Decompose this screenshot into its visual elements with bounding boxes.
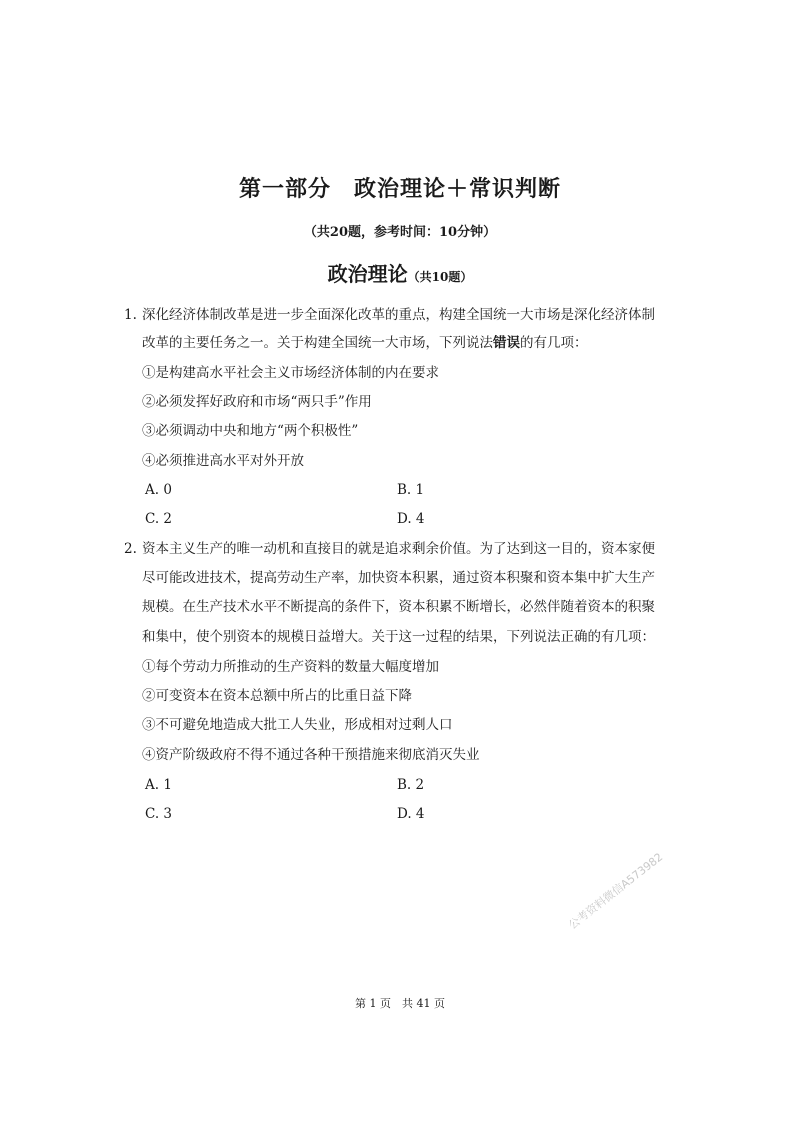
question-2-item-2: ②可变资本在资本总额中所占的比重日益下降 <box>142 688 412 704</box>
question-2-option-b: B. 2 <box>397 777 425 793</box>
question-1-text-line-2-pre: 改革的主要任务之一。关于构建全国统一大市场，下列说法 <box>142 335 493 351</box>
question-1-emphasis: 错误 <box>493 335 520 351</box>
section-title-text: 政治理论 <box>327 262 408 286</box>
question-1-item-3: ③必须调动中央和地方“两个积极性” <box>142 423 359 439</box>
part-subtitle: （共20题，参考时间：10分钟） <box>303 225 497 240</box>
page-footer: 第 1 页 共 41 页 <box>355 997 445 1010</box>
section-subtitle: （共10题） <box>407 270 473 284</box>
question-1-text-line-2-post: 的有几项： <box>520 335 588 351</box>
question-2-item-3: ③不可避免地造成大批工人失业，形成相对过剩人口 <box>142 717 453 733</box>
question-1-item-4: ④必须推进高水平对外开放 <box>142 453 304 469</box>
question-2-option-d: D. 4 <box>397 806 425 822</box>
question-2-option-a: A. 1 <box>145 777 172 793</box>
question-1-text-line-1: 深化经济体制改革是进一步全面深化改革的重点，构建全国统一大市场是深化经济体制 <box>142 307 655 323</box>
question-2-text-line-3: 规模。在生产技术水平不断提高的条件下，资本积累不断增长，必然伴随着资本的积聚 <box>142 599 655 615</box>
question-2-item-1: ①每个劳动力所推动的生产资料的数量大幅度增加 <box>142 659 439 675</box>
question-1-text-line-2 <box>142 334 588 352</box>
question-2-text-line-4: 和集中，使个别资本的规模日益增大。关于这一过程的结果，下列说法正确的有几项： <box>142 629 655 645</box>
question-2-number: 2. <box>124 541 137 557</box>
part-title: 第一部分 政治理论＋常识判断 <box>238 177 561 202</box>
question-1-option-b: B. 1 <box>397 482 425 498</box>
question-1-item-2: ②必须发挥好政府和市场“两只手”作用 <box>142 394 372 410</box>
watermark: 公考资料微信A573982 <box>566 850 666 932</box>
question-2-option-c: C. 3 <box>145 806 173 822</box>
section-title <box>0 258 800 287</box>
question-1-option-d: D. 4 <box>397 511 425 527</box>
question-2-text-line-2: 尽可能改进技术，提高劳动生产率，加快资本积累，通过资本积聚和资本集中扩大生产 <box>142 570 655 586</box>
question-1-item-1: ①是构建高水平社会主义市场经济体制的内在要求 <box>142 365 439 381</box>
question-1-option-a: A. 0 <box>145 482 172 498</box>
question-1-option-c: C. 2 <box>145 511 173 527</box>
question-2-item-4: ④资产阶级政府不得不通过各种干预措施来彻底消灭失业 <box>142 747 480 763</box>
question-1-number: 1. <box>124 307 137 323</box>
question-2-text-line-1: 资本主义生产的唯一动机和直接目的就是追求剩余价值。为了达到这一目的，资本家便 <box>142 541 655 557</box>
